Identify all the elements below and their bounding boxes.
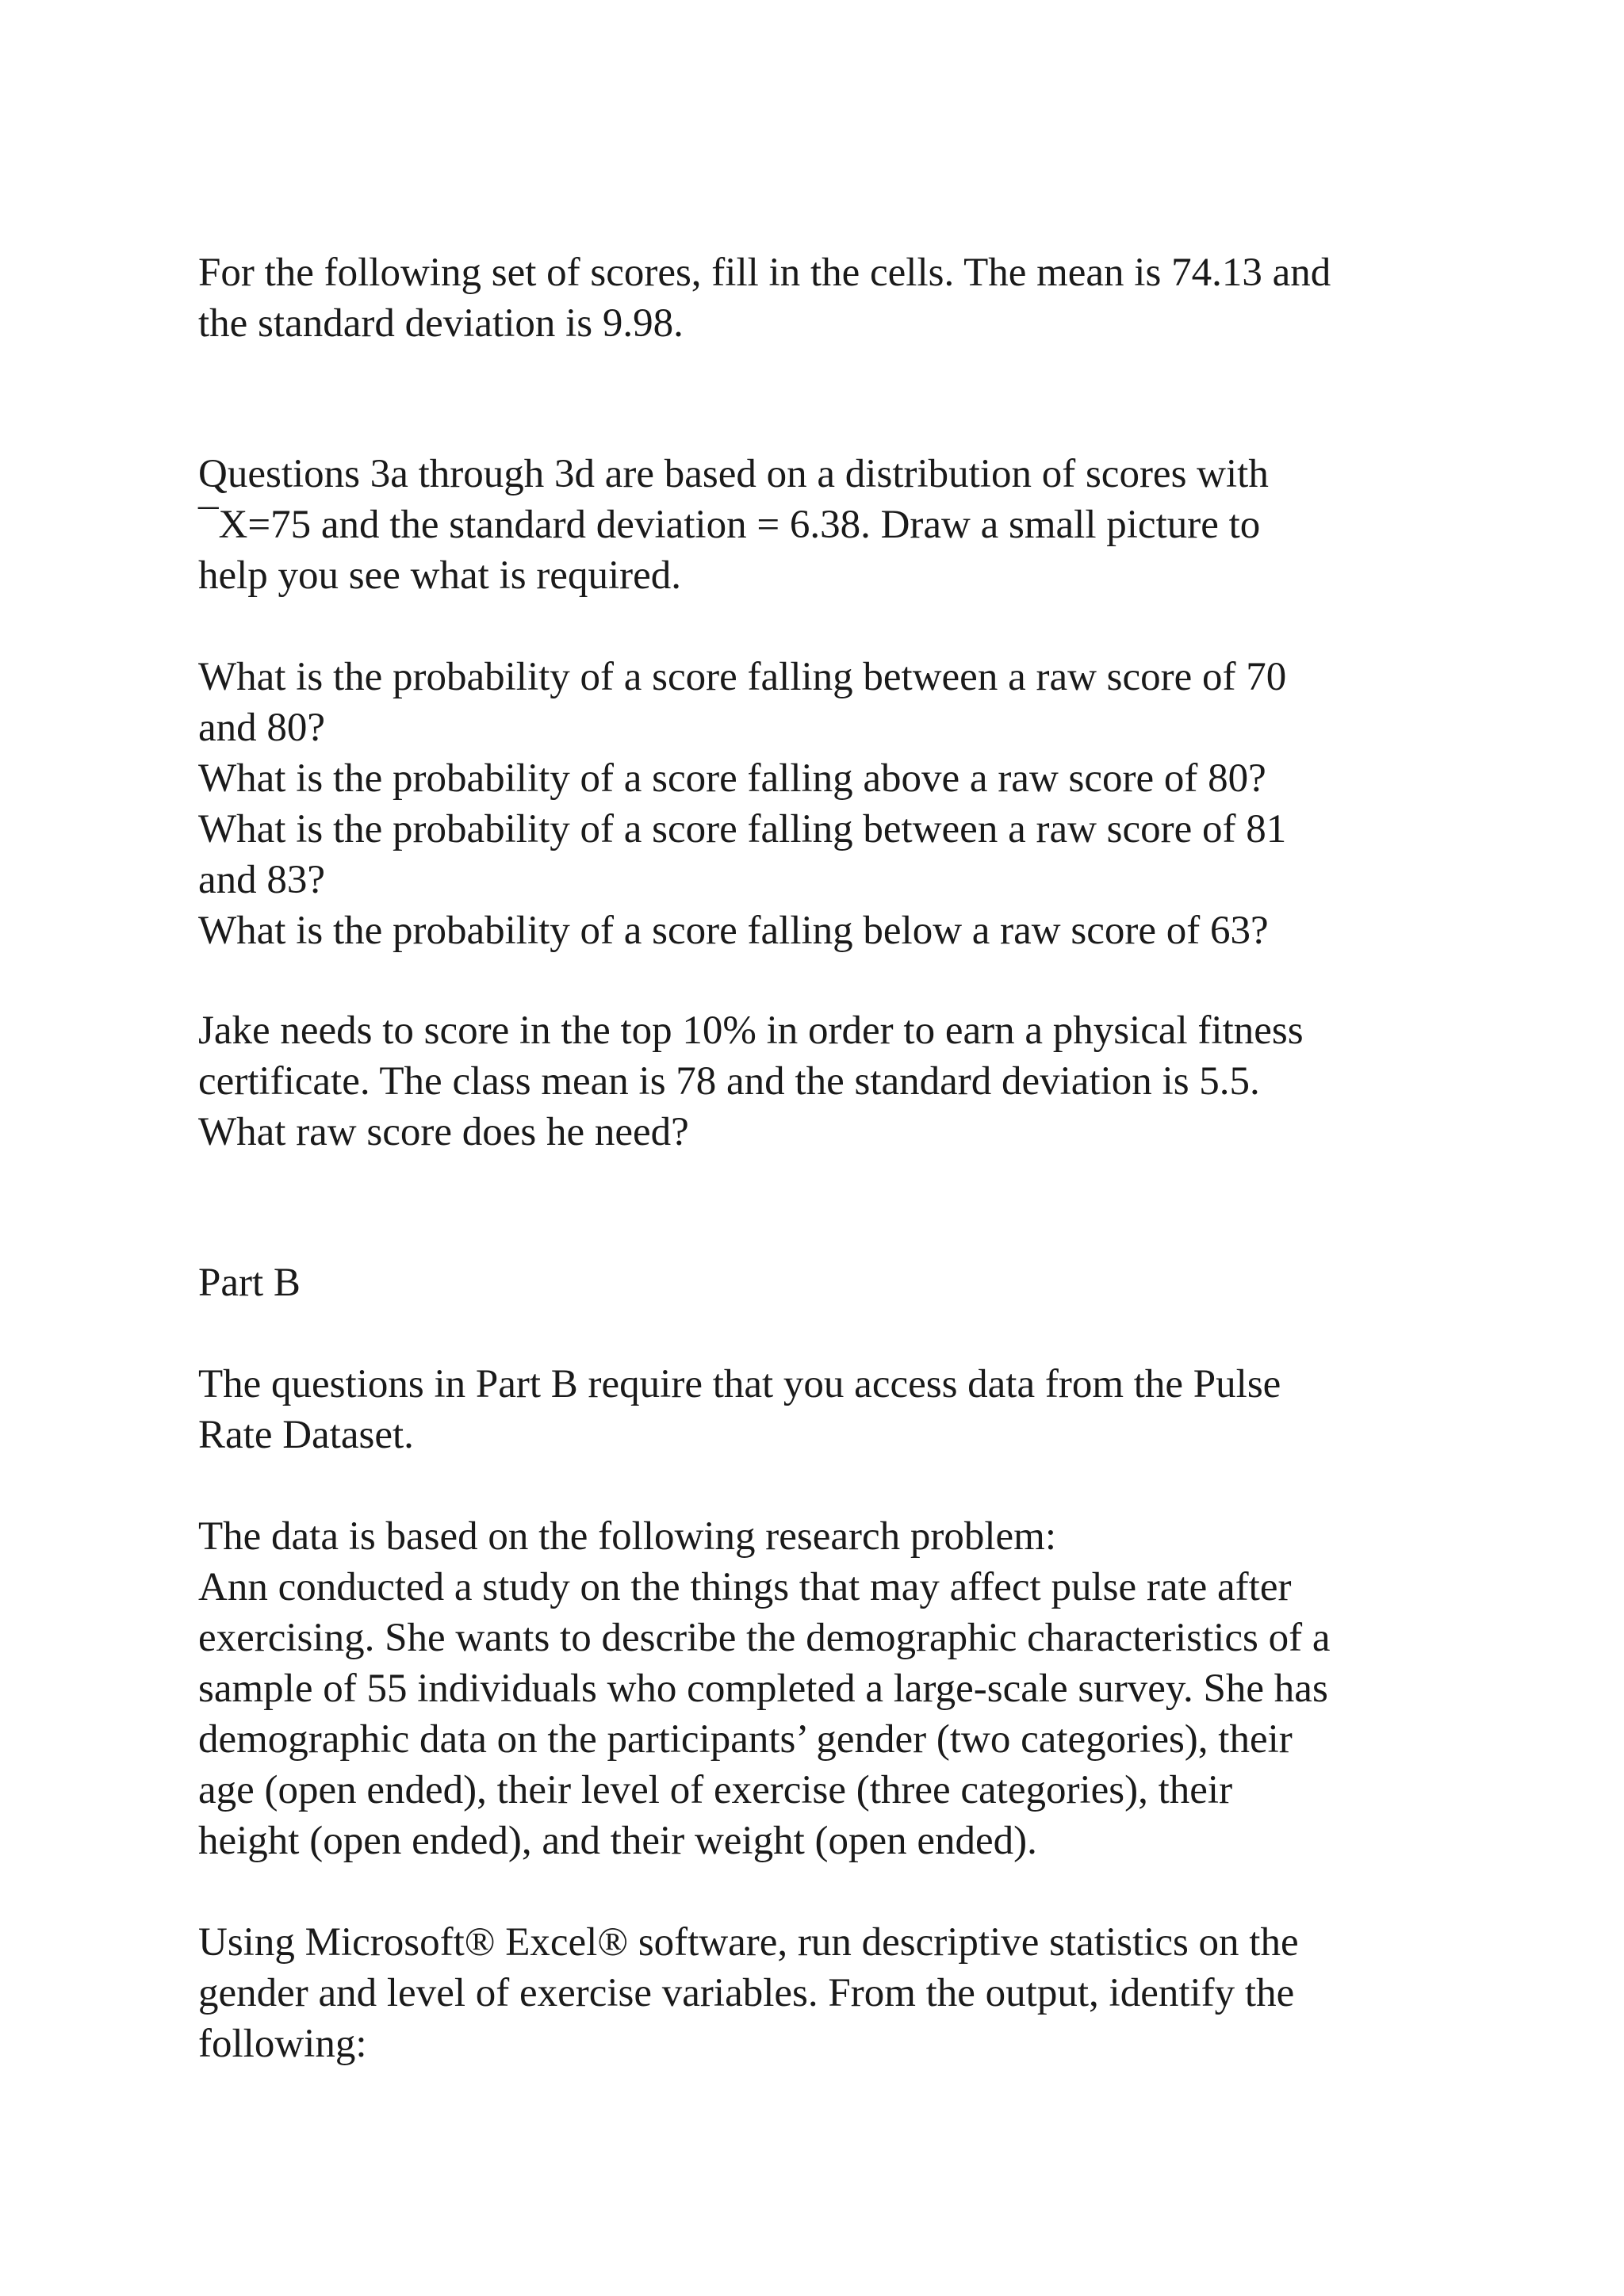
- excel-instructions-paragraph: [198, 1917, 1435, 2069]
- text-line: Questions 3a through 3d are based on a distribution of scores with: [198, 452, 1269, 496]
- question-line: and 80?: [198, 706, 326, 750]
- text-line: The data is based on the following research problem:: [198, 1514, 1056, 1559]
- text-line: gender and level of exercise variables. From the output, identify the: [198, 1971, 1295, 2015]
- jake-question-paragraph: [198, 1005, 1435, 1158]
- section-heading: Part B: [198, 1261, 301, 1305]
- text-line: Rate Dataset.: [198, 1413, 414, 1457]
- research-problem-paragraph: [198, 1511, 1435, 1866]
- text-line: height (open ended), and their weight (open ended).: [198, 1819, 1037, 1863]
- text-line: For the following set of scores, fill in the cells. The mean is 74.13 and: [198, 251, 1331, 295]
- question-line: What is the probability of a score falling below a raw score of 63?: [198, 909, 1269, 953]
- probability-questions: [198, 652, 1435, 956]
- text-line: exercising. She wants to describe the demographic characteristics of a: [198, 1616, 1331, 1660]
- text-line: the standard deviation is 9.98.: [198, 301, 684, 346]
- question-line: What is the probability of a score falling above a raw score of 80?: [198, 756, 1266, 801]
- part-b-heading-block: [198, 1257, 1435, 1308]
- text-line: sample of 55 individuals who completed a large-scale survey. She has: [198, 1667, 1328, 1711]
- text-line: certificate. The class mean is 78 and the standard deviation is 5.5.: [198, 1059, 1260, 1104]
- text-line: The questions in Part B require that you access data from the Pulse: [198, 1362, 1281, 1406]
- text-line: Ann conducted a study on the things that may affect pulse rate after: [198, 1565, 1292, 1609]
- text-line: ¯X=75 and the standard deviation = 6.38. Draw a small picture to: [198, 503, 1261, 547]
- text-line: What raw score does he need?: [198, 1110, 689, 1154]
- intro-paragraph: [198, 247, 1435, 349]
- question-line: What is the probability of a score falling between a raw score of 81: [198, 807, 1287, 851]
- question-line: and 83?: [198, 858, 326, 902]
- text-line: Jake needs to score in the top 10% in order to earn a physical fitness: [198, 1008, 1304, 1053]
- part-b-intro-paragraph: [198, 1359, 1435, 1460]
- text-line: demographic data on the participants’ gender (two categories), their: [198, 1717, 1293, 1762]
- question-line: What is the probability of a score falling between a raw score of 70: [198, 655, 1287, 699]
- text-line: help you see what is required.: [198, 553, 681, 598]
- text-line: Using Microsoft® Excel® software, run descriptive statistics on the: [198, 1920, 1299, 1965]
- text-line: age (open ended), their level of exercise (three categories), their: [198, 1768, 1233, 1812]
- text-line: following:: [198, 2022, 367, 2066]
- questions-3-paragraph: [198, 449, 1435, 601]
